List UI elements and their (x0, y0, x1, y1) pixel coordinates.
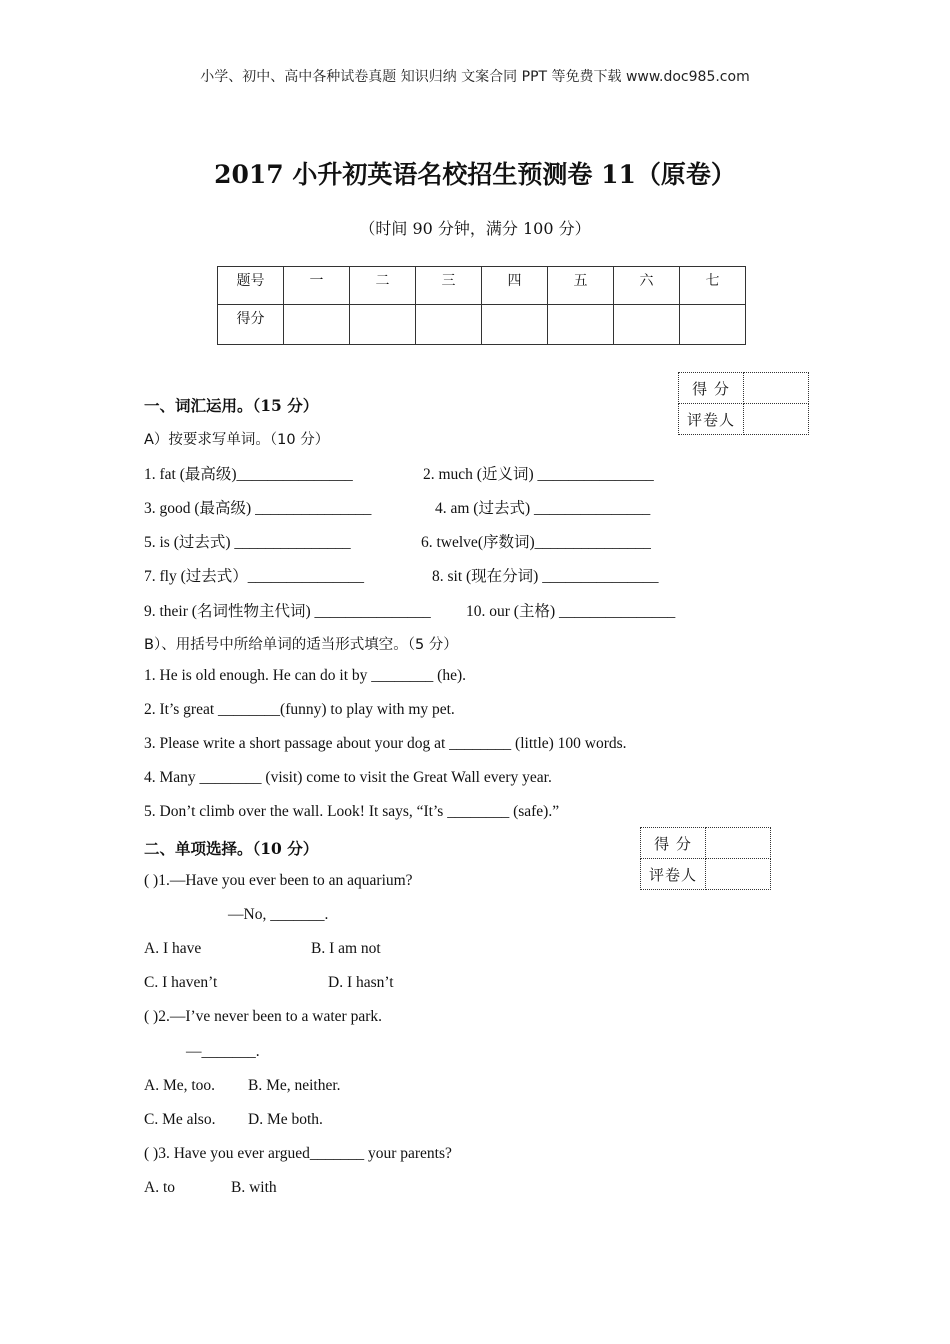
grader-name-label: 评卷人 (641, 859, 706, 890)
option-c: C. I haven’t (144, 974, 218, 991)
partA-item: 5. is (过去式) _______________ (144, 534, 351, 551)
grader-name-cell[interactable] (744, 404, 809, 435)
score-col-6: 六 (614, 267, 680, 305)
score-col-2: 二 (350, 267, 416, 305)
score-table (217, 266, 746, 345)
question-1-answer: —No, _______. (228, 906, 329, 923)
section2-heading: 二、单项选择。（10 分） (144, 839, 319, 858)
partA-item: 4. am (过去式) _______________ (435, 500, 651, 517)
grader-box-1 (678, 372, 809, 435)
grader-box-2 (640, 827, 771, 890)
score-cell[interactable] (416, 305, 482, 345)
option-b: B. with (231, 1179, 277, 1196)
score-col-7: 七 (680, 267, 746, 305)
option-d: D. Me both. (248, 1111, 323, 1128)
page-title: 2017 小升初英语名校招生预测卷 11（原卷） (214, 160, 736, 189)
score-cell[interactable] (680, 305, 746, 345)
partA-item: 2. much (近义词) _______________ (423, 466, 654, 483)
score-cell[interactable] (614, 305, 680, 345)
option-a: A. to (144, 1179, 175, 1196)
partA-item: 1. fat (最高级)_______________ (144, 466, 353, 483)
partB-item: 5. Don’t climb over the wall. Look! It says, “It’s ________ (safe).” (144, 803, 560, 820)
page-subtitle: （时间 90 分钟，满分 100 分） (359, 219, 591, 238)
question-2: ( )2.—I’ve never been to a water park. (144, 1008, 382, 1025)
partB-item: 3. Please write a short passage about your dog at ________ (little) 100 words. (144, 735, 627, 752)
score-table-score-label: 得分 (218, 305, 284, 345)
partA-item: 8. sit (现在分词) _______________ (432, 568, 659, 585)
option-b: B. Me, neither. (248, 1077, 341, 1094)
option-b: B. I am not (311, 940, 381, 957)
option-a: A. Me, too. (144, 1077, 216, 1094)
partB-item: 4. Many ________ (visit) come to visit the Great Wall every year. (144, 769, 552, 786)
section1-heading: 一、词汇运用。（15 分） (144, 396, 319, 415)
page-header: 小学、初中、高中各种试卷真题 知识归纳 文案合同 PPT 等免费下载 www.doc985.com (200, 69, 750, 85)
score-cell[interactable] (482, 305, 548, 345)
partA-item: 9. their (名词性物主代词) _______________ (144, 603, 431, 620)
score-col-3: 三 (416, 267, 482, 305)
option-d: D. I hasn’t (328, 974, 394, 991)
question-2-answer: —_______. (186, 1043, 260, 1060)
grader-score-label: 得 分 (679, 373, 744, 404)
partA-item: 10. our (主格) _______________ (466, 603, 676, 620)
grader-name-label: 评卷人 (679, 404, 744, 435)
partA-item: 7. fly (过去式）_______________ (144, 568, 365, 585)
score-col-4: 四 (482, 267, 548, 305)
score-cell[interactable] (284, 305, 350, 345)
score-col-1: 一 (284, 267, 350, 305)
option-a: A. I have (144, 940, 202, 957)
partA-item: 3. good (最高级) _______________ (144, 500, 372, 517)
question-3: ( )3. Have you ever argued_______ your parents? (144, 1145, 452, 1162)
question-1: ( )1.—Have you ever been to an aquarium? (144, 872, 413, 889)
grader-score-cell[interactable] (706, 828, 771, 859)
partB-heading: B）、用括号中所给单词的适当形式填空。（5 分） (144, 637, 458, 653)
score-cell[interactable] (548, 305, 614, 345)
option-c: C. Me also. (144, 1111, 216, 1128)
partB-item: 1. He is old enough. He can do it by ________ (he). (144, 667, 466, 684)
score-cell[interactable] (350, 305, 416, 345)
partA-item: 6. twelve(序数词)_______________ (421, 534, 651, 551)
grader-score-cell[interactable] (744, 373, 809, 404)
partB-item: 2. It’s great ________(funny) to play with my pet. (144, 701, 455, 718)
partA-heading: A）按要求写单词。（10 分） (144, 432, 330, 448)
score-table-header-label: 题号 (218, 267, 284, 305)
score-col-5: 五 (548, 267, 614, 305)
grader-score-label: 得 分 (641, 828, 706, 859)
grader-name-cell[interactable] (706, 859, 771, 890)
